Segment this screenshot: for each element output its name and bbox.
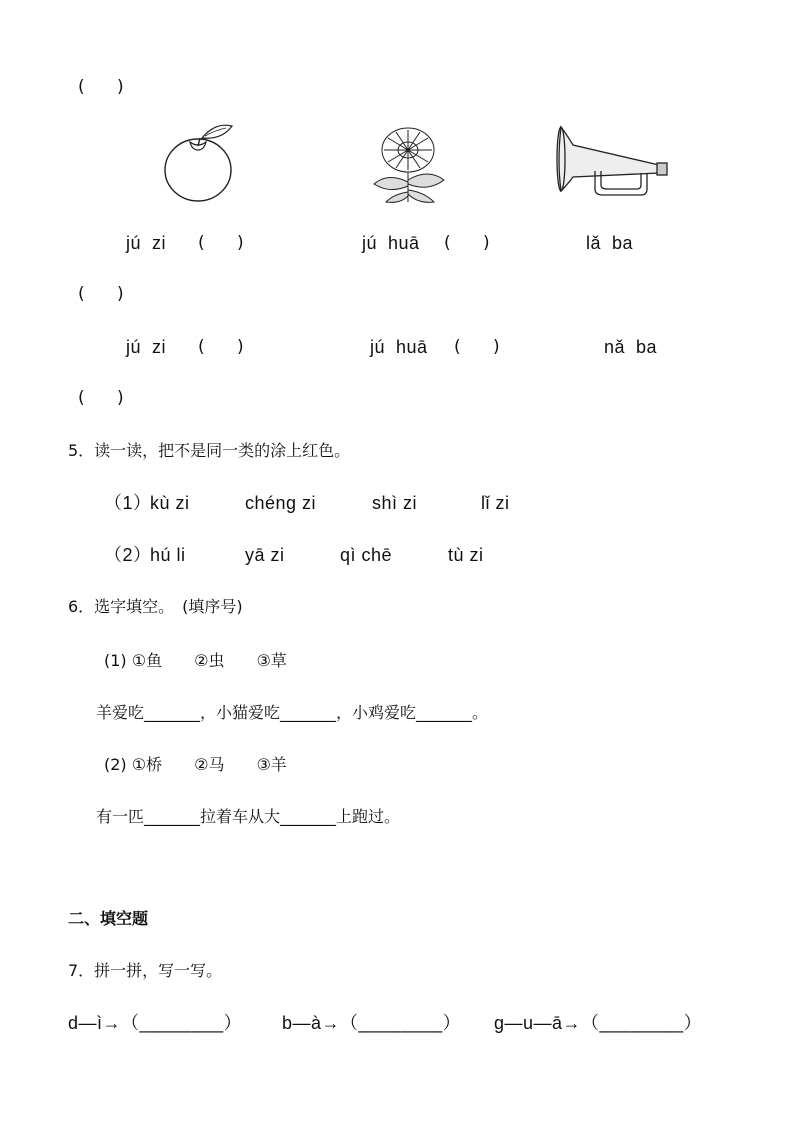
q5-item1-word1[interactable]: kù zi — [150, 493, 190, 513]
q6-group2-sentence[interactable]: 有一匹_______拉着车从大_______上跑过。 — [96, 807, 401, 826]
answer-paren-juhua: ( ) — [444, 233, 490, 253]
pinyin-laba: lǎ ba — [586, 233, 634, 253]
q6-group1-options: (1) ①鱼 ②虫 ③草 — [104, 651, 287, 670]
answer-paren-2: ( ) — [78, 284, 124, 304]
orange-picture — [160, 120, 240, 206]
answer-paren-1: ( ) — [78, 77, 124, 97]
pinyin-juhua-2: jú huā — [370, 337, 428, 357]
q5-item2-word2[interactable]: yā zi — [245, 545, 285, 565]
q5-title: 5．读一读，把不是同一类的涂上红色。 — [68, 441, 351, 460]
q5-item2-word3[interactable]: qì chē — [340, 545, 393, 565]
q7-item1[interactable]: d—ì→（________） — [68, 1013, 243, 1033]
q5-item1-word2[interactable]: chéng zi — [245, 493, 317, 513]
answer-paren-juhua-2: ( ) — [454, 337, 500, 357]
trumpet-picture — [555, 125, 670, 197]
q5-item1-word3[interactable]: shì zi — [372, 493, 418, 513]
q7-title: 7．拼一拼，写一写。 — [68, 961, 223, 980]
q5-item2-word4[interactable]: tù zi — [448, 545, 484, 565]
q5-item2-word1[interactable]: hú li — [150, 545, 186, 565]
answer-paren-juzi-2: ( ) — [198, 337, 244, 357]
chrysanthemum-picture — [368, 122, 448, 206]
pinyin-juzi-2: jú zi — [126, 337, 167, 357]
q7-item2[interactable]: b—à→（________） — [282, 1013, 462, 1033]
q6-group2-options: (2) ①桥 ②马 ③羊 — [104, 755, 287, 774]
q5-item1-num: （1） — [104, 493, 152, 513]
q6-title: 6．选字填空。 (填序号) — [68, 597, 243, 616]
q7-item3[interactable]: g—u—ā→（________） — [494, 1013, 703, 1033]
pinyin-juhua: jú huā — [362, 233, 420, 253]
q5-item2-num: （2） — [104, 545, 152, 565]
q6-group1-sentence[interactable]: 羊爱吃_______，小猫爱吃_______，小鸡爱吃_______。 — [96, 703, 489, 722]
q5-item1-word4[interactable]: lǐ zi — [481, 493, 510, 513]
answer-paren-juzi: ( ) — [198, 233, 244, 253]
section-2-title: 二、填空题 — [68, 909, 149, 928]
pinyin-naba: nǎ ba — [604, 337, 658, 357]
answer-paren-3: ( ) — [78, 388, 124, 408]
pinyin-juzi: jú zi — [126, 233, 167, 253]
